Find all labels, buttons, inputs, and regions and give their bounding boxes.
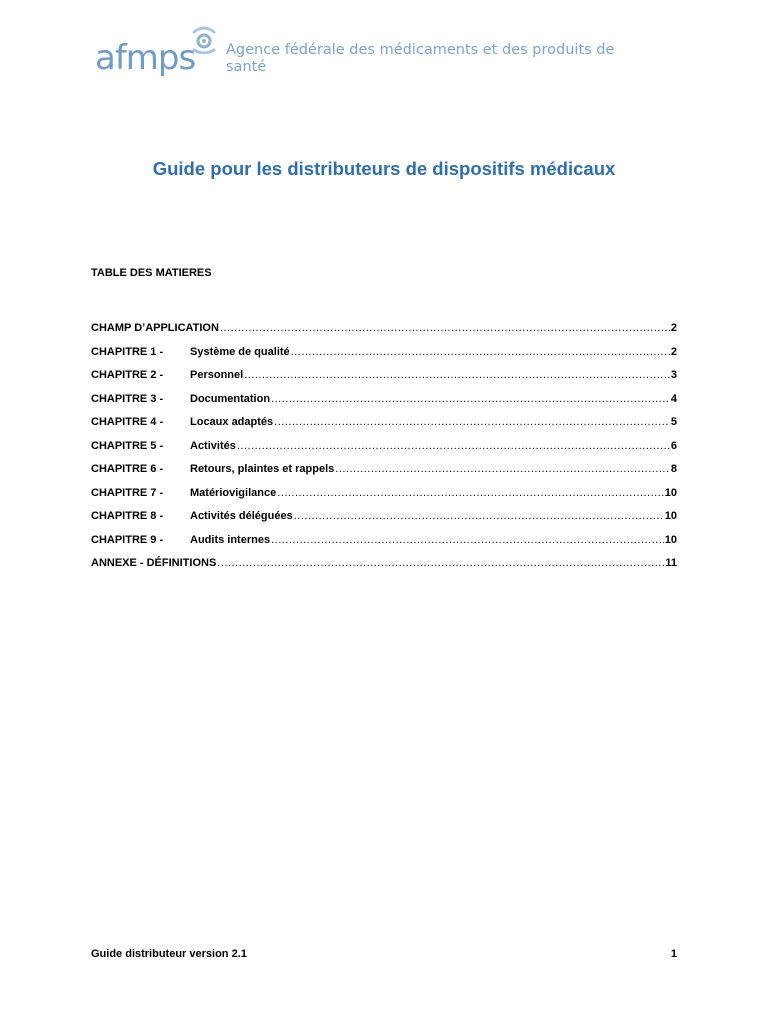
toc-entry-page: 11: [665, 557, 677, 569]
toc-dot-leader: [277, 486, 664, 500]
toc-dot-leader: [217, 556, 664, 570]
footer-version: Guide distributeur version 2.1: [91, 948, 247, 960]
toc-entry-page: 3: [670, 369, 677, 381]
logo-eye-icon: [191, 26, 217, 54]
toc-entry[interactable]: [91, 509, 677, 533]
toc-entry-label: Activités déléguées: [190, 510, 293, 522]
toc-dot-leader: [274, 415, 670, 429]
toc-entry-label: Documentation: [190, 392, 271, 405]
toc-entry[interactable]: [91, 486, 677, 510]
toc-entry[interactable]: [91, 462, 677, 486]
toc-entry-number: CHAPITRE 9 -: [91, 533, 164, 546]
toc-entry[interactable]: [91, 368, 677, 392]
toc-entry-page: 2: [670, 345, 677, 358]
toc-entry-number: CHAPITRE 7 -: [91, 486, 164, 499]
toc-entry-label: Audits internes: [190, 533, 271, 546]
toc-dot-leader: [237, 439, 670, 453]
logo-text: afmps: [95, 38, 196, 78]
toc-entry[interactable]: [91, 345, 677, 369]
agency-name: Agence fédérale des médicaments et des produits de santé: [226, 42, 615, 75]
toc-entry-page: 10: [664, 486, 677, 499]
toc-entry-number: CHAPITRE 8 -: [91, 510, 164, 522]
toc-dot-leader: [244, 368, 670, 382]
toc-entry-label: CHAMP D’APPLICATION: [91, 322, 219, 334]
footer-page-number: 1: [670, 948, 677, 960]
toc-entry-page: 10: [664, 533, 677, 546]
toc-entry-page: 4: [670, 392, 677, 405]
toc-entry-number: CHAPITRE 4 -: [91, 416, 164, 428]
toc-entry-label: Retours, plaintes et rappels: [190, 463, 335, 475]
toc-entry-label: ANNEXE - DÉFINITIONS: [91, 557, 217, 569]
toc-entry-label: Activités: [190, 439, 236, 452]
page-footer: [91, 948, 677, 960]
toc-dot-leader: [271, 533, 664, 547]
toc-entry-number: CHAPITRE 1 -: [91, 345, 164, 358]
toc-entry-page: 2: [670, 322, 677, 334]
toc-dot-leader: [335, 462, 670, 476]
toc-dot-leader: [220, 321, 670, 335]
toc-entry[interactable]: [91, 415, 677, 439]
toc-heading: TABLE DES MATIERES: [91, 267, 212, 279]
toc-entry-page: 6: [670, 439, 677, 452]
toc-entry-number: CHAPITRE 6 -: [91, 463, 164, 475]
toc-dot-leader: [291, 345, 670, 359]
toc-entry[interactable]: [91, 321, 677, 345]
toc-entry-number: CHAPITRE 3 -: [91, 392, 164, 405]
toc-entry-label: Système de qualité: [190, 345, 290, 358]
toc-entry-label: Locaux adaptés: [190, 416, 274, 428]
toc-entry-number: CHAPITRE 2 -: [91, 369, 164, 381]
toc-entry[interactable]: [91, 392, 677, 416]
toc-entry-label: Matériovigilance: [190, 486, 277, 499]
toc-entry-number: CHAPITRE 5 -: [91, 439, 164, 452]
table-of-contents: [91, 321, 677, 580]
toc-entry[interactable]: [91, 556, 677, 580]
toc-dot-leader: [271, 392, 670, 406]
toc-entry-page: 5: [670, 416, 677, 428]
toc-entry-label: Personnel: [190, 369, 244, 381]
document-header: [95, 26, 655, 86]
toc-dot-leader: [294, 509, 664, 523]
afmps-logo: [95, 26, 220, 84]
toc-entry-page: 10: [664, 510, 677, 522]
toc-entry[interactable]: [91, 439, 677, 463]
toc-entry-page: 8: [670, 463, 677, 475]
toc-entry[interactable]: [91, 533, 677, 557]
document-title: Guide pour les distributeurs de dispositifs médicaux: [152, 158, 616, 179]
